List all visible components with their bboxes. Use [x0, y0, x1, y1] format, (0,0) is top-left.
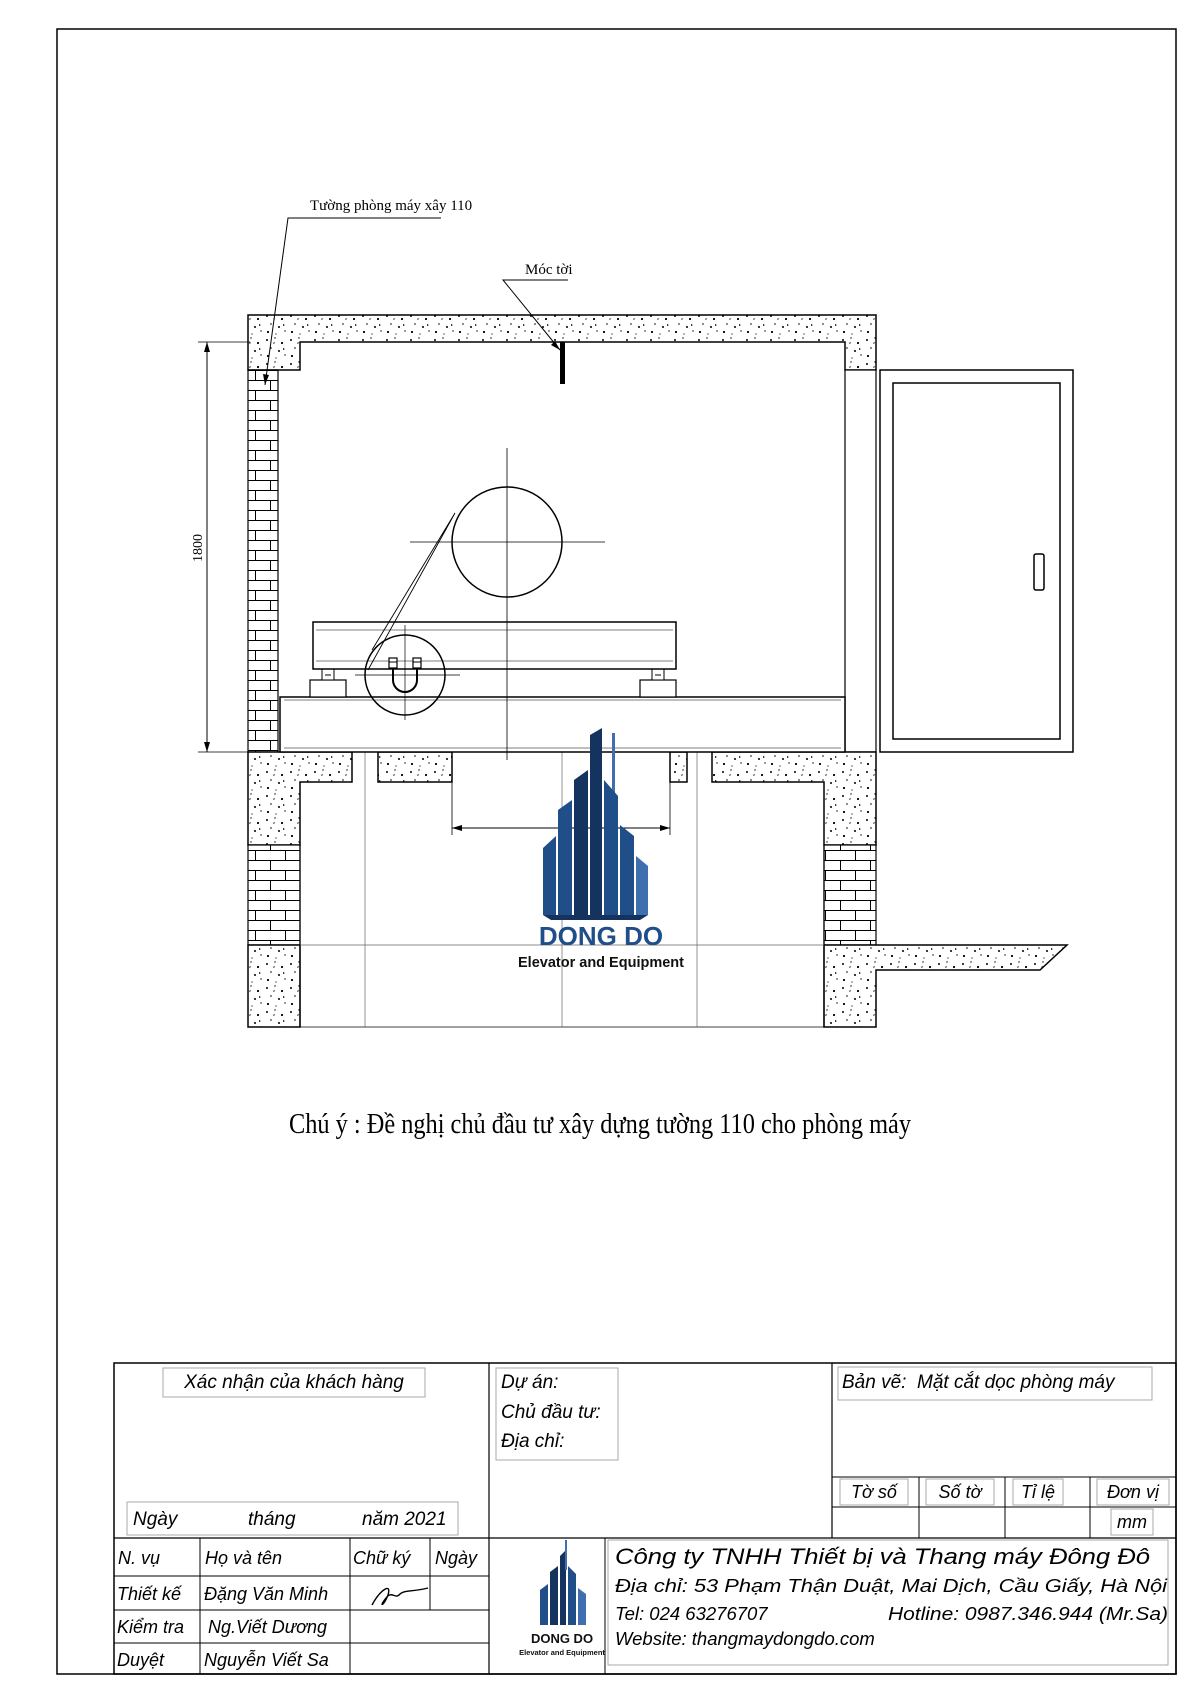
- vibration-pad-right: [640, 669, 676, 697]
- right-wall: [845, 370, 876, 752]
- sheet-count-label: Số tờ: [938, 1482, 982, 1502]
- staff-role-approver: Duyệt: [117, 1650, 165, 1670]
- unit-value: mm: [1117, 1512, 1147, 1532]
- floor-slab-mid: [378, 752, 452, 782]
- header-signature: Chữ ký: [353, 1548, 411, 1568]
- staff-role-checker: Kiểm tra: [117, 1617, 185, 1637]
- dongdo-watermark-logo: [543, 728, 648, 920]
- hoist-hook: [560, 342, 565, 384]
- machine-base-beam: [280, 697, 845, 752]
- staff-name-checker: Ng.Viết Dương: [208, 1617, 328, 1637]
- wall-label: Tường phòng máy xây 110: [310, 198, 473, 214]
- company-logo-name: DONG DO: [530, 1631, 594, 1646]
- project-label: Dự án:: [501, 1372, 559, 1393]
- date-year: năm 2021: [362, 1509, 447, 1530]
- customer-confirm-label: Xác nhận của khách hàng: [184, 1372, 404, 1393]
- address-label: Địa chỉ:: [501, 1431, 565, 1452]
- company-tel: Tel: 024 63276707: [615, 1603, 768, 1624]
- lower-brick-left: [248, 845, 300, 945]
- door-cabinet: [880, 370, 1073, 752]
- left-brick-wall: [248, 370, 278, 752]
- company-name: Công ty TNHH Thiết bị và Thang máy Đông Đô: [615, 1544, 1150, 1569]
- floor-slab-right: [712, 752, 876, 845]
- company-website: Website: thangmaydongdo.com: [615, 1628, 875, 1649]
- staff-name-designer: Đặng Văn Minh: [204, 1584, 329, 1604]
- watermark-tagline: Elevator and Equipment: [518, 955, 684, 971]
- drawing-name: Mặt cắt dọc phòng máy: [917, 1372, 1115, 1393]
- door-handle: [1034, 554, 1044, 590]
- floor-slab-left: [248, 752, 352, 845]
- header-name: Họ và tên: [205, 1548, 283, 1568]
- bottom-slab-right: [824, 945, 1067, 1027]
- construction-note: Chú ý : Đề nghị chủ đầu tư xây dựng tường 110 cho phòng máy: [289, 1108, 912, 1140]
- company-address: Địa chỉ: 53 Phạm Thận Duật, Mai Dịch, Cầu Giấy, Hà Nội: [615, 1575, 1169, 1596]
- designer-signature: [372, 1588, 428, 1605]
- drawing-label: Bản vẽ:: [842, 1372, 907, 1393]
- header-date: Ngày: [435, 1548, 478, 1568]
- investor-label: Chủ đầu tư:: [501, 1402, 601, 1423]
- company-logo-icon: [540, 1540, 586, 1625]
- company-logo-tagline: Elevator and Equipment: [519, 1648, 605, 1657]
- date-month: tháng: [248, 1509, 296, 1530]
- company-hotline: Hotline: 0987.346.944 (Mr.Sa): [888, 1603, 1168, 1624]
- sheet-number-label: Tờ số: [851, 1482, 897, 1502]
- date-day: Ngày: [133, 1509, 178, 1530]
- staff-name-approver: Nguyễn Viết Sa: [204, 1650, 329, 1670]
- header-role: N. vụ: [118, 1548, 161, 1568]
- bottom-slab-left: [248, 945, 300, 1027]
- vibration-pad-left: [310, 669, 346, 697]
- height-dimension-label: 1800: [191, 534, 206, 562]
- floor-slab-small: [670, 752, 687, 782]
- watermark-name: DONG DO: [538, 921, 664, 951]
- staff-role-designer: Thiết kế: [117, 1584, 182, 1604]
- scale-label: Tỉ lệ: [1020, 1482, 1056, 1502]
- lower-brick-right: [824, 845, 876, 945]
- unit-label: Đơn vị: [1107, 1482, 1159, 1502]
- hook-label: Móc tời: [525, 262, 573, 278]
